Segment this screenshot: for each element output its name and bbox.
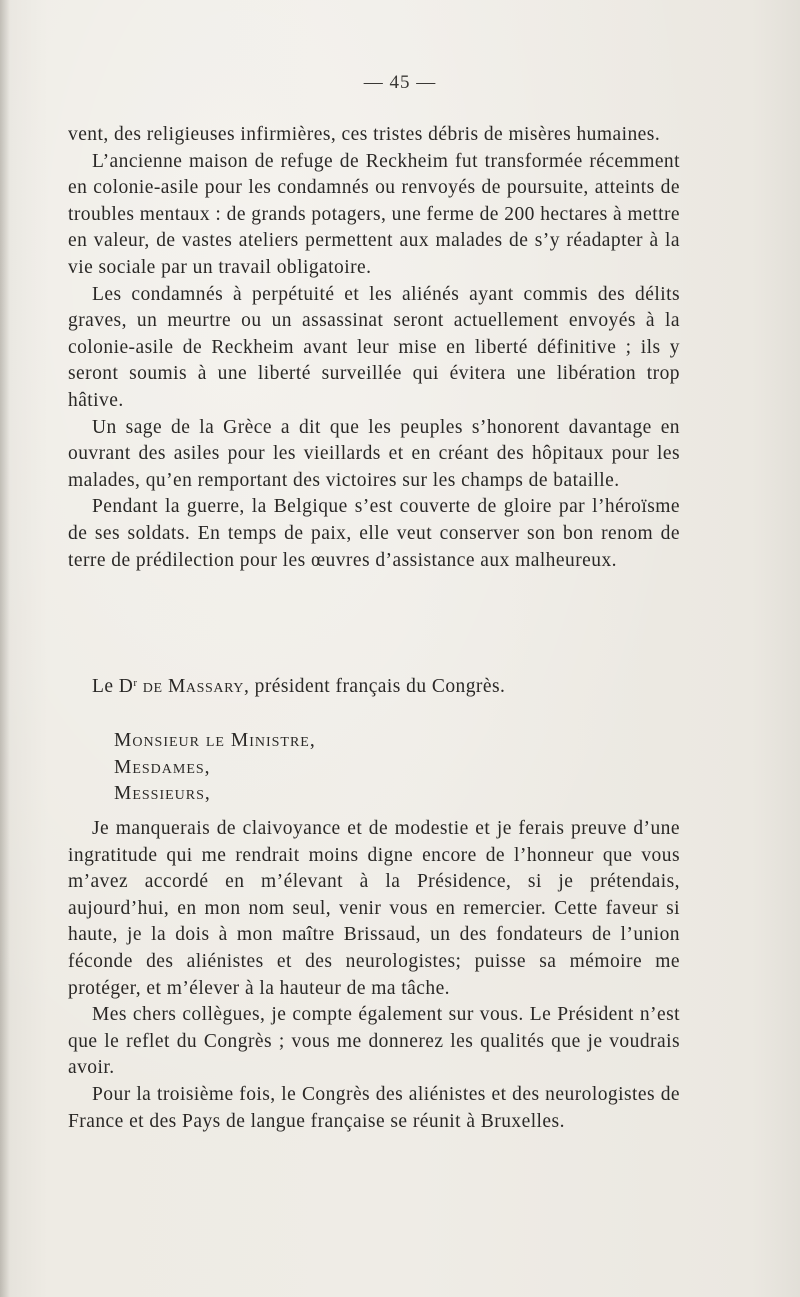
paragraph-collegues: Mes chers collègues, je compte également sur vous. Le Président n’est que le reflet du Congrès ; vous me donnerez les qualités que je voudrais avoir. bbox=[68, 1004, 680, 1079]
body-text-upper bbox=[68, 122, 680, 574]
speaker-name: Massary bbox=[167, 676, 244, 697]
paragraph-continuation: vent, des religieuses infirmières, ces tristes débris de misères humaines. bbox=[68, 124, 661, 145]
paragraph-guerre: Pendant la guerre, la Belgique s’est couverte de gloire par l’héroïsme de ses soldats. En temps de paix, elle veut conserver son bon renom de terre de prédilection pour les œuvres d’assistance aux malheureux. bbox=[68, 496, 680, 571]
page-binding-shadow bbox=[0, 0, 10, 1297]
paragraph-reckheim: L’ancienne maison de refuge de Reckheim fut transformée récemment en colonie-asile pour les condamnés ou renvoyés de poursuite, atteints de troubles mentaux : de grands potagers, une ferme de 200 hectares à mettre en valeur, de vastes ateliers permettent aux malades de s’y réadapter à la vie sociale par un travail obligatoire. bbox=[68, 150, 680, 278]
paragraph-sage-grece: Un sage de la Grèce a dit que les peuples s’honorent davantage en ouvrant des asiles pour les vieillards et en créant des hôpitaux pour les malades, qu’en remportant des victoires sur les champs de bataille. bbox=[68, 416, 680, 491]
speaker-prefix: Le D bbox=[92, 676, 134, 697]
salutation-line: Monsieur le Ministre, bbox=[114, 730, 316, 751]
salutation-line: Messieurs, bbox=[114, 783, 211, 805]
speaker-heading bbox=[92, 676, 505, 698]
salutation bbox=[114, 728, 316, 808]
speaker-role: , président français du Congrès. bbox=[244, 676, 506, 697]
body-text-lower bbox=[68, 816, 680, 1135]
paragraph-claivoyance: Je manquerais de claivoyance et de modestie et je ferais preuve d’une ingratitude qui me rendrait moins digne encore de l’honneur que vous m’avez accordé en m’élevant à la Présidence, si je prétendais, aujourd’hui, en mon nom seul, venir vous en remercier. Cette faveur si haute, je la dois à mon maître Brissaud, un des fondateurs de l’union féconde des aliénistes et des neurologistes; puisse sa mémoire me protéger, et m’élever à la hauteur de ma tâche. bbox=[68, 818, 680, 999]
page-number: — 45 — bbox=[363, 72, 437, 93]
salutation-line: Mesdames, bbox=[114, 756, 211, 778]
paragraph-condamnes: Les condamnés à perpétuité et les aliénés ayant commis des délits graves, un meurtre ou un assassinat seront actuellement envoyés à la colonie-asile de Reckheim avant leur mise en liberté définitive ; ils y seront soumis à une liberté surveillée qui évitera une libération trop hâtive. bbox=[68, 283, 680, 411]
speaker-particle: de bbox=[142, 676, 163, 697]
paragraph-troisieme-fois: Pour la troisième fois, le Congrès des aliénistes et des neurologistes de France et des Pays de langue française se réunit à Bruxelles. bbox=[68, 1083, 680, 1132]
speaker-title-sup: r bbox=[133, 677, 138, 689]
